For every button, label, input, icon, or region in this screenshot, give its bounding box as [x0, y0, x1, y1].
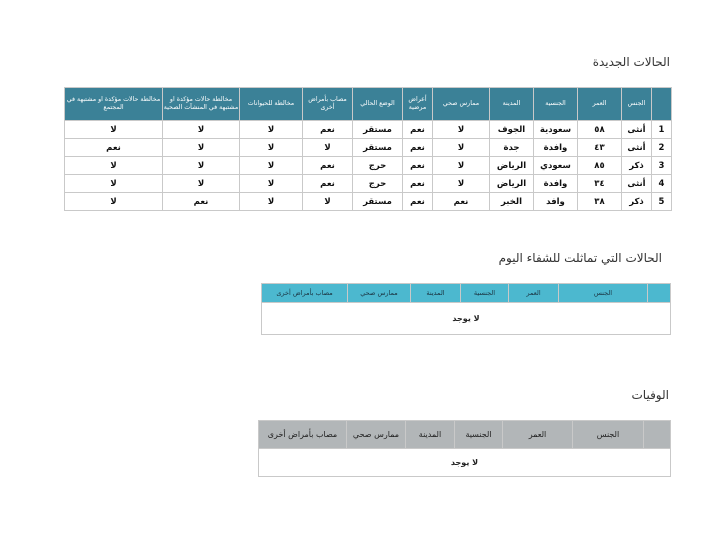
cell-index: 1	[652, 121, 672, 139]
cell-city: الخبر	[490, 193, 534, 211]
cell-nationality: وافدة	[534, 175, 578, 193]
header-nationality: الجنسية	[455, 421, 503, 449]
cell-other-diseases: نعم	[303, 175, 353, 193]
header-health-worker: ممارس صحي	[347, 421, 406, 449]
header-blank	[648, 284, 671, 303]
cell-age: ٣٨	[578, 193, 622, 211]
cell-community-contact: نعم	[65, 139, 163, 157]
cell-gender: ذكر	[622, 157, 652, 175]
cell-other-diseases: نعم	[303, 157, 353, 175]
recovered-table	[261, 283, 671, 335]
header-city: المدينة	[411, 284, 461, 303]
cell-health-worker: لا	[433, 139, 490, 157]
cell-status: حرج	[353, 157, 403, 175]
table-row	[65, 193, 672, 211]
table-row	[262, 303, 671, 335]
cell-health-worker: لا	[433, 157, 490, 175]
cell-animal-contact: لا	[240, 193, 303, 211]
empty-state: لا يوجد	[262, 303, 671, 335]
header-health-worker: ممارس صحي	[348, 284, 411, 303]
cell-age: ٥٨	[578, 121, 622, 139]
header-other-diseases: مصاب بأمراض أخرى	[303, 88, 353, 121]
cell-facility-contact: لا	[163, 139, 240, 157]
cell-other-diseases: لا	[303, 193, 353, 211]
cell-index: 2	[652, 139, 672, 157]
header-other-diseases: مصاب بأمراض أخرى	[259, 421, 347, 449]
recovered-header-row	[262, 284, 671, 303]
cell-symptoms: نعم	[403, 193, 433, 211]
cell-age: ٣٤	[578, 175, 622, 193]
header-age: العمر	[509, 284, 559, 303]
cell-symptoms: نعم	[403, 139, 433, 157]
cell-health-worker: نعم	[433, 193, 490, 211]
cell-city: الرياض	[490, 175, 534, 193]
cell-facility-contact: لا	[163, 157, 240, 175]
cell-facility-contact: نعم	[163, 193, 240, 211]
table-row	[65, 139, 672, 157]
header-age: العمر	[503, 421, 573, 449]
recovered-title: الحالات التي تماثلت للشفاء اليوم	[498, 251, 662, 265]
cell-animal-contact: لا	[240, 175, 303, 193]
cell-symptoms: نعم	[403, 157, 433, 175]
table-row	[65, 157, 672, 175]
cell-facility-contact: لا	[163, 175, 240, 193]
cell-symptoms: نعم	[403, 121, 433, 139]
header-nationality: الجنسية	[461, 284, 509, 303]
cell-other-diseases: نعم	[303, 121, 353, 139]
cell-index: 4	[652, 175, 672, 193]
empty-state: لا يوجد	[259, 449, 671, 477]
cell-nationality: سعودية	[534, 121, 578, 139]
cell-city: الرياض	[490, 157, 534, 175]
cell-status: مستقر	[353, 193, 403, 211]
header-gender: الجنس	[622, 88, 652, 121]
cell-status: مستقر	[353, 139, 403, 157]
cell-age: ٨٥	[578, 157, 622, 175]
cell-community-contact: لا	[65, 193, 163, 211]
new-cases-table	[64, 87, 672, 211]
new-cases-header-row	[65, 88, 672, 121]
header-blank	[644, 421, 671, 449]
deaths-title: الوفيات	[631, 388, 669, 402]
header-symptoms: أعراض مرضية	[403, 88, 433, 121]
header-current-status: الوضع الحالي	[353, 88, 403, 121]
cell-animal-contact: لا	[240, 157, 303, 175]
cell-index: 5	[652, 193, 672, 211]
cell-city: جدة	[490, 139, 534, 157]
table-row	[65, 175, 672, 193]
header-gender: الجنس	[559, 284, 648, 303]
header-nationality: الجنسية	[534, 88, 578, 121]
cell-facility-contact: لا	[163, 121, 240, 139]
table-row	[259, 449, 671, 477]
header-community-contact: مخالطة حالات مؤكدة او مشتبهة في المجتمع	[65, 88, 163, 121]
cell-status: حرج	[353, 175, 403, 193]
cell-gender: ذكر	[622, 193, 652, 211]
header-animal-contact: مخالطة للحيوانات	[240, 88, 303, 121]
header-other-diseases: مصاب بأمراض أخرى	[262, 284, 348, 303]
deaths-header-row	[259, 421, 671, 449]
cell-health-worker: لا	[433, 121, 490, 139]
cell-community-contact: لا	[65, 157, 163, 175]
deaths-table	[258, 420, 671, 477]
header-city: المدينة	[406, 421, 455, 449]
header-city: المدينة	[490, 88, 534, 121]
cell-health-worker: لا	[433, 175, 490, 193]
header-health-worker: ممارس صحي	[433, 88, 490, 121]
header-gender: الجنس	[573, 421, 644, 449]
cell-animal-contact: لا	[240, 139, 303, 157]
header-index	[652, 88, 672, 121]
cell-gender: أنثى	[622, 139, 652, 157]
cell-nationality: وافد	[534, 193, 578, 211]
cell-animal-contact: لا	[240, 121, 303, 139]
cell-status: مستقر	[353, 121, 403, 139]
cell-other-diseases: لا	[303, 139, 353, 157]
cell-age: ٤٣	[578, 139, 622, 157]
header-facility-contact: مخالطة حالات مؤكدة او مشتبهة في المنشآت الصحية	[163, 88, 240, 121]
cell-gender: أنثى	[622, 121, 652, 139]
cell-nationality: وافدة	[534, 139, 578, 157]
cell-index: 3	[652, 157, 672, 175]
table-row	[65, 121, 672, 139]
cell-community-contact: لا	[65, 121, 163, 139]
cell-gender: أنثى	[622, 175, 652, 193]
new-cases-title: الحالات الجديدة	[592, 55, 670, 69]
header-age: العمر	[578, 88, 622, 121]
cell-city: الجوف	[490, 121, 534, 139]
cell-community-contact: لا	[65, 175, 163, 193]
cell-symptoms: نعم	[403, 175, 433, 193]
cell-nationality: سعودي	[534, 157, 578, 175]
